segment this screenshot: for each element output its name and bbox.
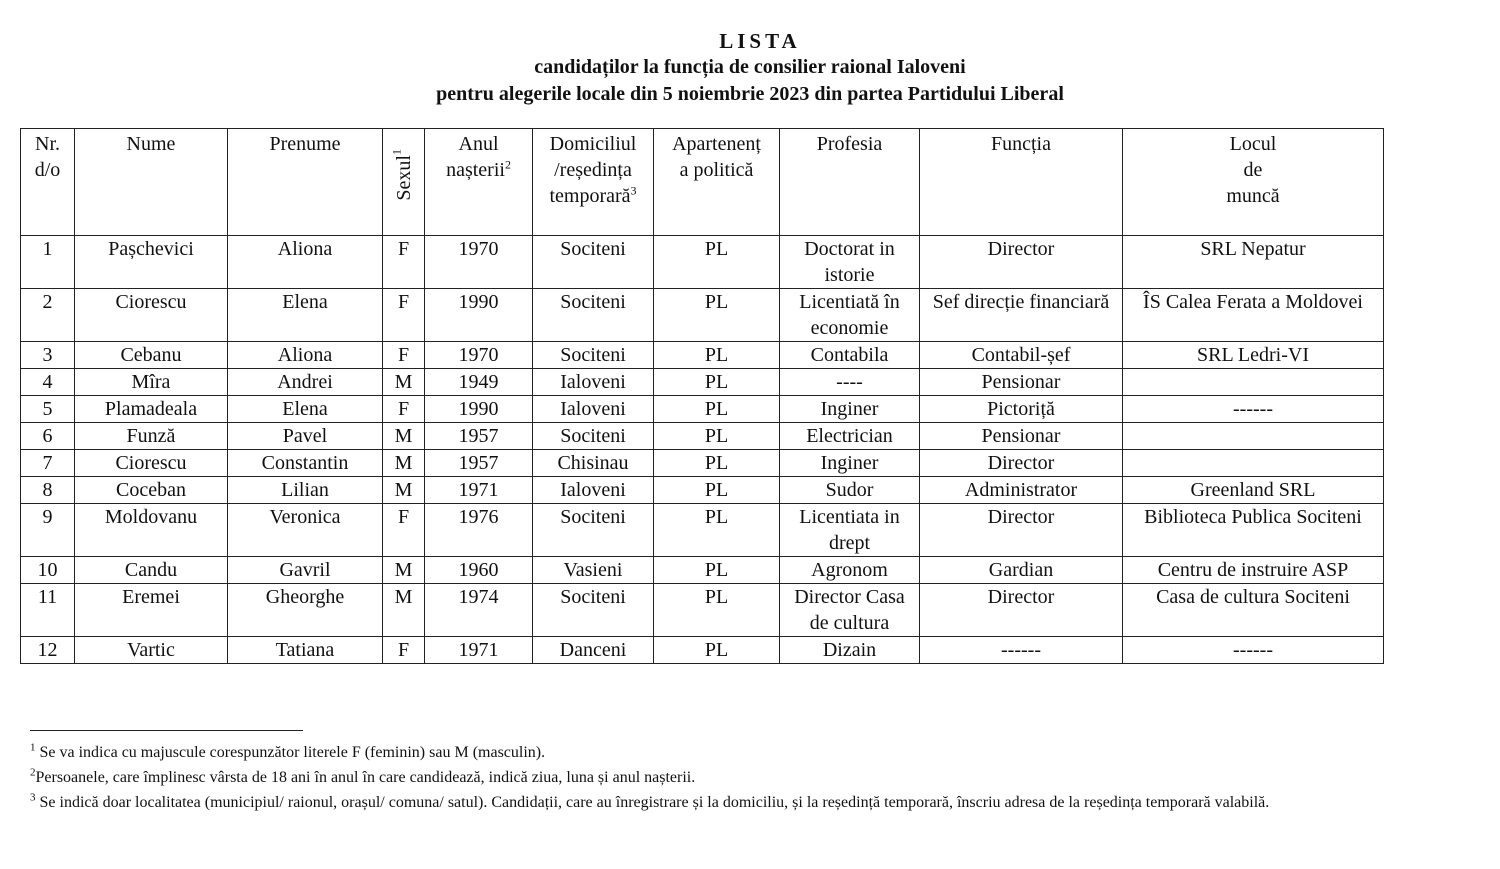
cell-dom: Ialoveni bbox=[533, 477, 654, 504]
cell-profesia: Dizain bbox=[780, 637, 920, 664]
col-header-nume: Nume bbox=[75, 129, 228, 236]
table-row bbox=[21, 342, 1384, 369]
cell-dom: Sociteni bbox=[533, 423, 654, 450]
cell-profesia: Electrician bbox=[780, 423, 920, 450]
footnote-2: $^2$Persoanele, care împlinesc vârsta de 18 ani în anul în care candidează, indică ziua, luna și anul nașterii. bbox=[30, 766, 696, 786]
cell-anul: 1971 bbox=[425, 637, 533, 664]
cell-functia: Pensionar bbox=[920, 369, 1123, 396]
cell-nume: Ciorescu bbox=[75, 289, 228, 342]
cell-prenume: Constantin bbox=[228, 450, 383, 477]
cell-apart: PL bbox=[654, 557, 780, 584]
cell-functia: Pensionar bbox=[920, 423, 1123, 450]
table-row bbox=[21, 396, 1384, 423]
cell-profesia: Contabila bbox=[780, 342, 920, 369]
col-header-nr: Nr. d/o bbox=[21, 129, 75, 236]
cell-nume: Cebanu bbox=[75, 342, 228, 369]
cell-apart: PL bbox=[654, 396, 780, 423]
document-subtitle-line1: candidaților la funcția de consilier raional Ialoveni bbox=[534, 56, 966, 78]
col-header-profesia: Profesia bbox=[780, 129, 920, 236]
candidates-table bbox=[20, 128, 1384, 664]
cell-nume: Funză bbox=[75, 423, 228, 450]
table-row bbox=[21, 584, 1384, 637]
table-header-row bbox=[21, 129, 1384, 236]
col-header-sexul: Sexul$^1$ bbox=[383, 129, 425, 236]
cell-anul: 1957 bbox=[425, 450, 533, 477]
cell-nume: Vartic bbox=[75, 637, 228, 664]
cell-locul: SRL Nepatur bbox=[1123, 236, 1384, 289]
cell-profesia: Director Casa de cultura bbox=[780, 584, 920, 637]
cell-locul: Centru de instruire ASP bbox=[1123, 557, 1384, 584]
cell-prenume: Andrei bbox=[228, 369, 383, 396]
footnote-3: $^3$ Se indică doar localitatea (municipiul/ raionul, orașul/ comuna/ satul). Candidații, care au înregistrare și la domiciliu, și la reședință temporară, înscriu adresa de la reședința temporară valabilă. bbox=[30, 791, 1270, 811]
cell-dom: Chisinau bbox=[533, 450, 654, 477]
cell-locul bbox=[1123, 450, 1384, 477]
cell-apart: PL bbox=[654, 504, 780, 557]
cell-prenume: Elena bbox=[228, 396, 383, 423]
cell-apart: PL bbox=[654, 423, 780, 450]
cell-profesia: Licentiata in drept bbox=[780, 504, 920, 557]
cell-functia: Gardian bbox=[920, 557, 1123, 584]
cell-sex: M bbox=[383, 477, 425, 504]
cell-locul: ÎS Calea Ferata a Moldovei bbox=[1123, 289, 1384, 342]
cell-dom: Sociteni bbox=[533, 236, 654, 289]
footnote-separator bbox=[30, 730, 303, 731]
cell-sex: M bbox=[383, 557, 425, 584]
cell-nume: Plamadeala bbox=[75, 396, 228, 423]
cell-sex: M bbox=[383, 369, 425, 396]
cell-sex: F bbox=[383, 342, 425, 369]
cell-nr: 8 bbox=[21, 477, 75, 504]
cell-nr: 7 bbox=[21, 450, 75, 477]
document-header bbox=[0, 28, 1500, 108]
cell-anul: 1957 bbox=[425, 423, 533, 450]
cell-profesia: ---- bbox=[780, 369, 920, 396]
cell-nr: 6 bbox=[21, 423, 75, 450]
cell-functia: Sef direcție financiară bbox=[920, 289, 1123, 342]
cell-functia: Director bbox=[920, 504, 1123, 557]
cell-apart: PL bbox=[654, 637, 780, 664]
cell-prenume: Gavril bbox=[228, 557, 383, 584]
cell-nr: 11 bbox=[21, 584, 75, 637]
cell-apart: PL bbox=[654, 477, 780, 504]
cell-prenume: Lilian bbox=[228, 477, 383, 504]
cell-sex: F bbox=[383, 396, 425, 423]
cell-profesia: Sudor bbox=[780, 477, 920, 504]
cell-anul: 1971 bbox=[425, 477, 533, 504]
cell-prenume: Gheorghe bbox=[228, 584, 383, 637]
cell-nr: 5 bbox=[21, 396, 75, 423]
cell-apart: PL bbox=[654, 450, 780, 477]
footnotes bbox=[30, 742, 1480, 817]
cell-dom: Sociteni bbox=[533, 584, 654, 637]
cell-functia: Director bbox=[920, 584, 1123, 637]
table-row bbox=[21, 289, 1384, 342]
table-body bbox=[21, 236, 1384, 664]
cell-sex: M bbox=[383, 450, 425, 477]
cell-nume: Mîra bbox=[75, 369, 228, 396]
cell-anul: 1949 bbox=[425, 369, 533, 396]
document-subtitle-line2: pentru alegerile locale din 5 noiembrie 2023 din partea Partidului Liberal bbox=[436, 83, 1064, 105]
cell-prenume: Elena bbox=[228, 289, 383, 342]
cell-anul: 1974 bbox=[425, 584, 533, 637]
cell-locul: Biblioteca Publica Sociteni bbox=[1123, 504, 1384, 557]
cell-sex: M bbox=[383, 584, 425, 637]
col-header-prenume: Prenume bbox=[228, 129, 383, 236]
cell-apart: PL bbox=[654, 584, 780, 637]
cell-locul bbox=[1123, 369, 1384, 396]
document-title: LISTA bbox=[719, 29, 801, 53]
cell-nr: 1 bbox=[21, 236, 75, 289]
cell-sex: F bbox=[383, 289, 425, 342]
cell-apart: PL bbox=[654, 369, 780, 396]
cell-nr: 2 bbox=[21, 289, 75, 342]
table-row bbox=[21, 504, 1384, 557]
cell-locul: Greenland SRL bbox=[1123, 477, 1384, 504]
cell-prenume: Tatiana bbox=[228, 637, 383, 664]
cell-profesia: Inginer bbox=[780, 450, 920, 477]
col-header-functia: Funcția bbox=[920, 129, 1123, 236]
table-row bbox=[21, 450, 1384, 477]
cell-dom: Sociteni bbox=[533, 504, 654, 557]
cell-dom: Sociteni bbox=[533, 289, 654, 342]
cell-functia: Pictoriță bbox=[920, 396, 1123, 423]
table-row bbox=[21, 557, 1384, 584]
table-row bbox=[21, 236, 1384, 289]
cell-locul: ------ bbox=[1123, 637, 1384, 664]
table-row bbox=[21, 423, 1384, 450]
footnote-1: $^1$ Se va indica cu majuscule corespunzător literele F (feminin) sau M (masculin). bbox=[30, 741, 546, 761]
cell-dom: Vasieni bbox=[533, 557, 654, 584]
cell-dom: Ialoveni bbox=[533, 396, 654, 423]
table-row bbox=[21, 369, 1384, 396]
cell-nume: Candu bbox=[75, 557, 228, 584]
cell-functia: Director bbox=[920, 450, 1123, 477]
cell-apart: PL bbox=[654, 236, 780, 289]
cell-anul: 1970 bbox=[425, 236, 533, 289]
col-header-apartenenta: Apartenenț a politică bbox=[654, 129, 780, 236]
cell-apart: PL bbox=[654, 289, 780, 342]
cell-functia: Administrator bbox=[920, 477, 1123, 504]
cell-functia: Contabil-șef bbox=[920, 342, 1123, 369]
cell-dom: Danceni bbox=[533, 637, 654, 664]
cell-nume: Pașchevici bbox=[75, 236, 228, 289]
cell-nr: 9 bbox=[21, 504, 75, 557]
cell-prenume: Veronica bbox=[228, 504, 383, 557]
table-row bbox=[21, 637, 1384, 664]
col-header-domiciliul: Domiciliul /reședința temporară$^3$ bbox=[533, 129, 654, 236]
cell-nr: 4 bbox=[21, 369, 75, 396]
cell-profesia: Agronom bbox=[780, 557, 920, 584]
cell-locul: Casa de cultura Sociteni bbox=[1123, 584, 1384, 637]
cell-nr: 10 bbox=[21, 557, 75, 584]
col-header-anul: Anul nașterii$^2$ bbox=[425, 129, 533, 236]
cell-sex: F bbox=[383, 504, 425, 557]
table-row bbox=[21, 477, 1384, 504]
cell-anul: 1990 bbox=[425, 289, 533, 342]
cell-prenume: Aliona bbox=[228, 236, 383, 289]
cell-profesia: Doctorat in istorie bbox=[780, 236, 920, 289]
cell-prenume: Pavel bbox=[228, 423, 383, 450]
cell-sex: F bbox=[383, 637, 425, 664]
cell-sex: F bbox=[383, 236, 425, 289]
cell-functia: Director bbox=[920, 236, 1123, 289]
cell-dom: Ialoveni bbox=[533, 369, 654, 396]
cell-prenume: Aliona bbox=[228, 342, 383, 369]
cell-locul: SRL Ledri-VI bbox=[1123, 342, 1384, 369]
cell-nume: Eremei bbox=[75, 584, 228, 637]
cell-nume: Coceban bbox=[75, 477, 228, 504]
cell-anul: 1976 bbox=[425, 504, 533, 557]
cell-sex: M bbox=[383, 423, 425, 450]
cell-profesia: Licentiată în economie bbox=[780, 289, 920, 342]
cell-profesia: Inginer bbox=[780, 396, 920, 423]
cell-functia: ------ bbox=[920, 637, 1123, 664]
cell-nume: Moldovanu bbox=[75, 504, 228, 557]
cell-locul bbox=[1123, 423, 1384, 450]
cell-anul: 1970 bbox=[425, 342, 533, 369]
cell-locul: ------ bbox=[1123, 396, 1384, 423]
cell-nume: Ciorescu bbox=[75, 450, 228, 477]
cell-anul: 1960 bbox=[425, 557, 533, 584]
cell-nr: 12 bbox=[21, 637, 75, 664]
cell-apart: PL bbox=[654, 342, 780, 369]
col-header-locul: Locul de muncă bbox=[1123, 129, 1384, 236]
cell-nr: 3 bbox=[21, 342, 75, 369]
cell-anul: 1990 bbox=[425, 396, 533, 423]
cell-dom: Sociteni bbox=[533, 342, 654, 369]
